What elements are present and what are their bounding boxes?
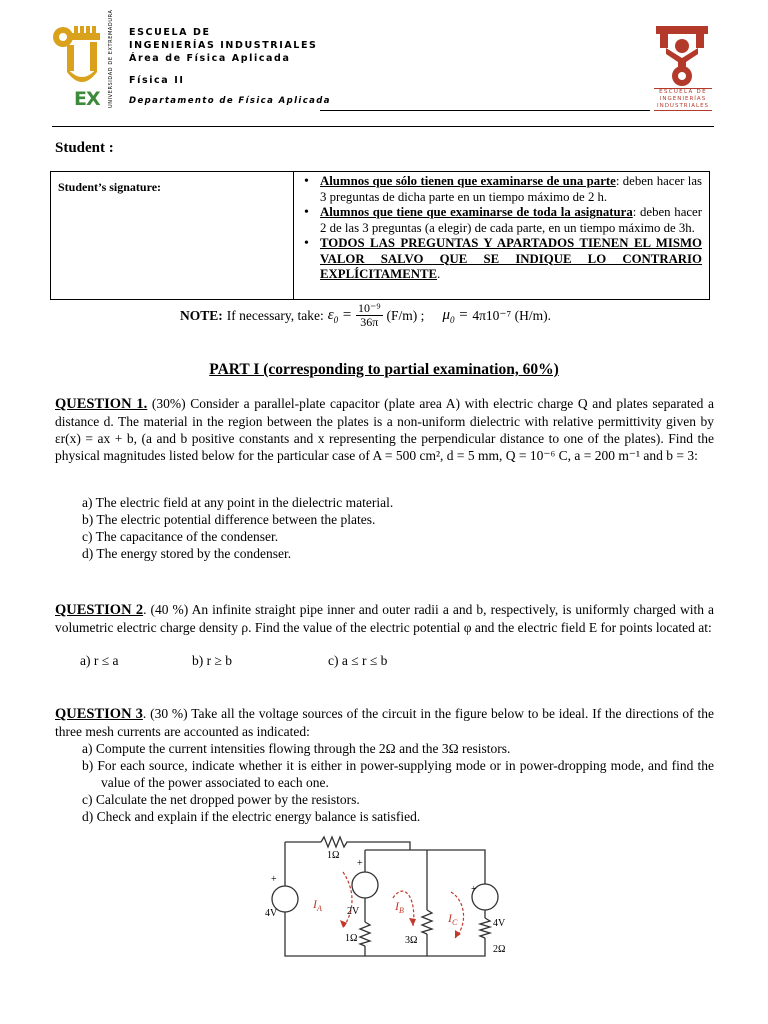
label-v3: 4V: [493, 918, 506, 929]
circuit-diagram: [255, 830, 530, 970]
question-1-item-b: b) The electric potential difference between the plates.: [82, 512, 376, 527]
label-ib: $I_B$: [395, 899, 404, 915]
plus-v3: +: [471, 884, 477, 895]
epsilon-unit: (F/m) ;: [386, 307, 425, 323]
label-r-right: 2Ω: [493, 944, 506, 955]
note-label: NOTE:: [180, 307, 223, 323]
circuit-figure: [255, 830, 530, 970]
instructions-cell: [298, 174, 702, 283]
question-3-item-b: b) For each source, indicate whether it is either in power-supplying mode or in power-dropping mode, and find the value of the power associated to each one.: [82, 758, 714, 790]
resistor-2ohm: [480, 918, 490, 938]
eii-figure-icon: [652, 24, 712, 88]
question-2-option-c: c) a ≤ r ≤ b: [328, 653, 388, 668]
question-1: [55, 395, 714, 464]
label-ia: $I_A$: [313, 897, 322, 913]
eii-line-2: INGENIERÍAS: [659, 96, 707, 102]
uex-vertical-text: UNIVERSIDAD DE EXTREMADURA: [108, 9, 114, 108]
plus-v2: +: [357, 858, 363, 869]
header-text-block: [129, 26, 331, 106]
mesh-a-arrowhead: [340, 920, 347, 928]
question-3-items: [82, 740, 714, 825]
question-1-item-c: c) The capacitance of the condenser.: [82, 529, 279, 544]
department-underline: [320, 110, 650, 111]
resistor-3ohm: [422, 910, 432, 934]
signature-cell[interactable]: [51, 172, 294, 299]
course-line: Física II: [129, 75, 185, 86]
mesh-b-arrowhead: [409, 918, 416, 926]
mesh-c-arrow: [451, 892, 464, 938]
label-r-top: 1Ω: [327, 850, 340, 861]
resistor-left: [360, 922, 370, 946]
uex-letters: EX: [74, 88, 100, 110]
label-r-left: 1Ω: [345, 933, 358, 944]
note-text: If necessary, take:: [226, 307, 324, 323]
question-1-body: (30%) Consider a parallel-plate capacitor (plate area A) with electric charge Q and plates separated a distance d. The material in the region between the plates is a non-uniform dielectric with relative permittivity given by εr(x) = ax + b, (a and b positive constants and x representing the perpendicular distance to one of the plates). Find the physical magnitudes listed below for the particular case of A = 500 cm², d = 5 mm, Q = 10⁻⁶ C, a = 200 m⁻¹ and b = 3:: [55, 396, 714, 463]
instruction-item: • Alumnos que sólo tienen que examinarse de una parte: deben hacer las 3 preguntas de dicha parte en un tiempo máximo de 2 h.: [298, 174, 702, 205]
header-rule: [52, 126, 714, 127]
question-2: [55, 601, 714, 636]
label-v2: 2V: [347, 906, 360, 917]
eii-line-1: ESCUELA DE: [659, 89, 707, 95]
mesh-c-arrowhead: [455, 930, 461, 938]
label-v1: 4V: [265, 908, 278, 919]
epsilon-fraction: $\frac{\text{10⁻⁹}}{36\pi}$: [358, 301, 381, 329]
instruction-item: • TODOS LAS PREGUNTAS Y APARTADOS TIENEN EL MISMO VALOR SALVO QUE SE INDIQUE LO CONTRARIO EXPLÍCITAMENTE.: [298, 236, 702, 283]
question-1-item-d: d) The energy stored by the condenser.: [82, 546, 292, 561]
student-label: Student :: [55, 140, 114, 156]
question-3-title: QUESTION 3: [55, 706, 143, 722]
uex-logo: [52, 20, 102, 112]
wire-top-right: [349, 842, 410, 850]
resistor-top: [321, 837, 349, 847]
question-1-items: [82, 494, 393, 562]
question-1-title: QUESTION 1.: [55, 396, 148, 412]
signature-box: [50, 171, 710, 300]
source-2v: [352, 872, 378, 898]
instruction-item: • Alumnos que tiene que examinarse de toda la asignatura: deben hacer 2 de las 3 preguntas (a elegir) de cada parte, en un tiempo máximo de 3h.: [298, 205, 702, 236]
mu-symbol: $\mu_0$ =: [442, 306, 469, 325]
part-title: PART I (corresponding to partial examination, 60%): [209, 361, 559, 378]
school-line-1: ESCUELA DE: [129, 27, 211, 38]
eii-logo: [652, 24, 712, 114]
question-2-option-b: b) r ≥ b: [192, 653, 233, 668]
eii-line-3: INDUSTRIALES: [656, 103, 710, 109]
question-2-body: . (40 %) An infinite straight pipe inner and outer radii a and b, respectively, is uniformly charged with a volumetric electric charge density ρ. Find the value of the electric potential φ and the electric field E for points located at:: [55, 602, 714, 635]
question-3-body: . (30 %) Take all the voltage sources of the circuit in the figure below to be ideal. If the directions of the three mesh currents are accounted as indicated:: [55, 706, 714, 739]
mesh-a-arrow: [343, 872, 352, 928]
label-r-mid: 3Ω: [405, 935, 418, 946]
plus-v1: +: [271, 874, 277, 885]
question-2-title: QUESTION 2: [55, 602, 144, 618]
school-line-2: INGENIERÍAS INDUSTRIALES: [129, 40, 318, 51]
mu-value: 4π10⁻⁷ (H/m).: [472, 307, 551, 323]
area-line: Área de Física Aplicada: [129, 53, 291, 64]
note-line: [180, 302, 551, 329]
question-3-item-a: a) Compute the current intensities flowing through the 2Ω and the 3Ω resistors.: [82, 741, 511, 756]
question-3-item-c: c) Calculate the net dropped power by the resistors.: [82, 792, 360, 807]
question-3: [55, 705, 714, 740]
eii-text-block: [654, 88, 712, 111]
department-line: Departamento de Física Aplicada: [129, 96, 331, 106]
epsilon-symbol: $\varepsilon_0$ =: [327, 306, 353, 325]
question-2-option-a: a) r ≤ a: [80, 653, 119, 668]
question-1-item-a: a) The electric field at any point in the dielectric material.: [82, 495, 394, 510]
question-3-item-d: d) Check and explain if the electric energy balance is satisfied.: [82, 809, 421, 824]
label-ic: $I_C$: [448, 911, 458, 927]
wire-inner-top: [365, 850, 485, 884]
signature-label: Student’s signature:: [58, 180, 162, 194]
